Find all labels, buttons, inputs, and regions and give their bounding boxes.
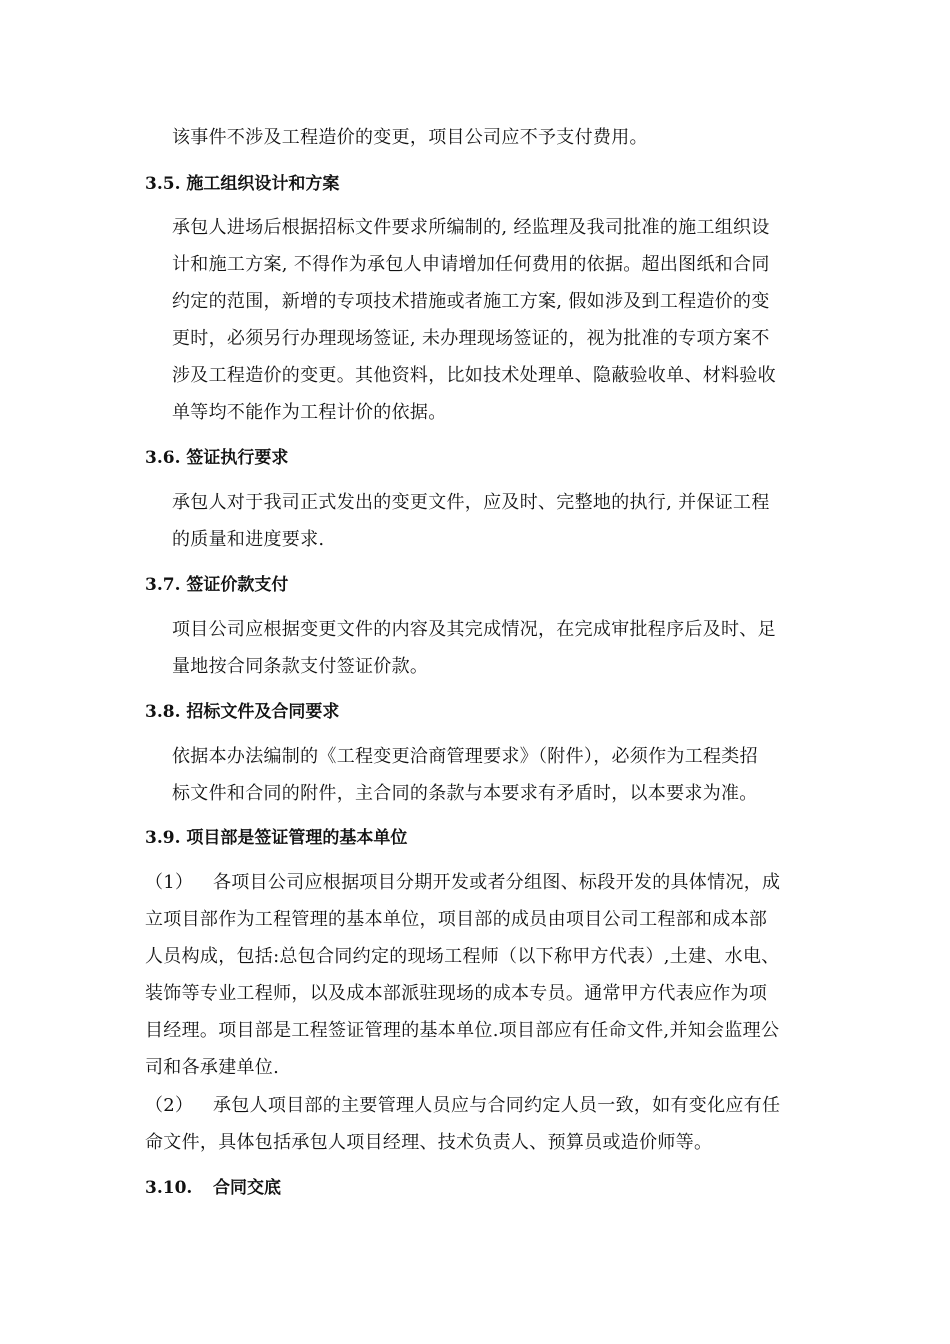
- section-3-9-item-1-first-line: [145, 871, 780, 895]
- section-3-6-line: 的质量和进度要求.: [172, 529, 325, 550]
- section-number: 3.10.: [145, 1178, 193, 1198]
- section-3-9-item-2-first-line: [145, 1094, 780, 1118]
- section-3-5-heading: 3.5. 施工组织设计和方案: [145, 174, 340, 194]
- section-3-5-line: 更时，必须另行办理现场签证, 未办理现场签证的，视为批准的专项方案不: [172, 328, 770, 349]
- section-title: 合同交底: [213, 1178, 281, 1198]
- section-3-9-item-1-line: 立项目部作为工程管理的基本单位，项目部的成员由项目公司工程部和成本部: [145, 909, 768, 930]
- section-3-10-heading: [145, 1176, 281, 1200]
- section-3-5-line: 涉及工程造价的变更。其他资料，比如技术处理单、隐蔽验收单、材料验收: [172, 365, 776, 386]
- item-number: （1）: [145, 872, 194, 893]
- item-number: （2）: [145, 1095, 194, 1116]
- section-3-8-heading: 3.8. 招标文件及合同要求: [145, 702, 340, 722]
- section-3-9-item-1-line: 人员构成，包括:总包合同约定的现场工程师（以下称甲方代表）,土建、水电、: [145, 946, 780, 967]
- intro-line: 该事件不涉及工程造价的变更，项目公司应不予支付费用。: [172, 127, 648, 148]
- item-text: 承包人项目部的主要管理人员应与合同约定人员一致，如有变化应有任: [213, 1095, 781, 1116]
- section-3-7-heading: 3.7. 签证价款支付: [145, 575, 289, 595]
- section-3-8-line: 标文件和合同的附件，主合同的条款与本要求有矛盾时，以本要求为准。: [172, 783, 758, 804]
- section-3-9-item-1-line: 目经理。项目部是工程签证管理的基本单位.项目部应有任命文件,并知会监理公: [145, 1020, 780, 1041]
- item-text: 各项目公司应根据项目分期开发或者分组图、标段开发的具体情况，成: [213, 872, 781, 893]
- section-3-9-item-2-line: 命文件，具体包括承包人项目经理、技术负责人、预算员或造价师等。: [145, 1132, 713, 1153]
- section-3-9-item-1-line: 装饰等专业工程师，以及成本部派驻现场的成本专员。通常甲方代表应作为项: [145, 983, 768, 1004]
- section-3-9-heading: 3.9. 项目部是签证管理的基本单位: [145, 828, 408, 848]
- section-3-5-line: 约定的范围，新增的专项技术措施或者施工方案, 假如涉及到工程造价的变: [172, 291, 770, 312]
- section-3-7-line: 量地按合同条款支付签证价款。: [172, 656, 429, 677]
- section-3-6-heading: 3.6. 签证执行要求: [145, 448, 289, 468]
- section-3-5-line: 计和施工方案, 不得作为承包人申请增加任何费用的依据。超出图纸和合同: [172, 254, 770, 275]
- section-3-5-line: 单等均不能作为工程计价的依据。: [172, 402, 447, 423]
- section-3-7-line: 项目公司应根据变更文件的内容及其完成情况，在完成审批程序后及时、足: [172, 619, 776, 640]
- section-3-6-line: 承包人对于我司正式发出的变更文件，应及时、完整地的执行, 并保证工程: [172, 492, 770, 513]
- section-3-8-line: 依据本办法编制的《工程变更洽商管理要求》（附件），必须作为工程类招: [172, 746, 758, 767]
- section-3-5-line: 承包人进场后根据招标文件要求所编制的, 经监理及我司批准的施工组织设: [172, 217, 770, 238]
- section-3-9-item-1-line: 司和各承建单位.: [145, 1057, 280, 1078]
